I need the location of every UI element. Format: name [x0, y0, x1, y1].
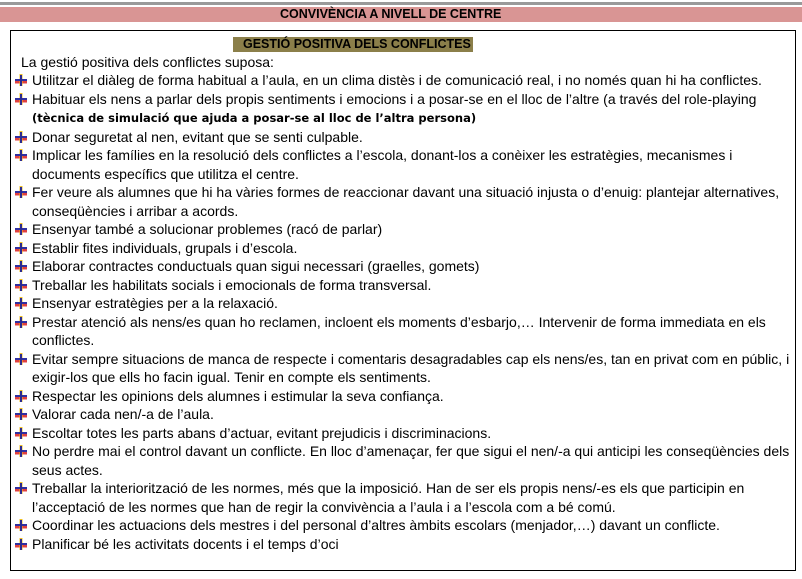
bullet-plus-icon [15, 538, 27, 550]
list-item [15, 146, 800, 183]
list-item-bold-text: (tècnica de simulació que ajuda a posar-se al lloc de l’altra persona) [32, 111, 477, 125]
list-item-text: Implicar les famílies en la resolució dels conflictes a l’escola, donant-los a conèixer les estratègies, mecanismes i documents específics que utilitza el centre. [32, 147, 733, 182]
bullet-plus-icon [15, 353, 27, 365]
list-item-text: Treballar la interiorització de les normes, més que la imposició. Han de ser els propis nens/-es els que participin en l’acceptació de les normes que han de regir la convivència a l’aula i a l’escola com a bé comú. [32, 480, 745, 515]
bullet-plus-icon [15, 74, 27, 86]
list-item [15, 71, 800, 90]
list-item [15, 90, 800, 128]
list-item-text: Ensenyar estratègies per a la relaxació. [32, 295, 278, 311]
bullet-plus-icon [15, 149, 27, 161]
bullet-plus-icon [15, 519, 27, 531]
bullet-plus-icon [15, 427, 27, 439]
list-item [15, 516, 800, 535]
bullet-plus-icon [15, 408, 27, 420]
list-item [15, 128, 800, 147]
list-item [15, 276, 800, 295]
section-header-bar [0, 7, 802, 22]
list-item [15, 350, 800, 387]
bullet-list [15, 71, 800, 553]
list-item-text: Treballar les habilitats socials i emocionals de forma transversal. [32, 276, 432, 293]
bullet-plus-icon [15, 279, 27, 291]
list-item-text: No perdre mai el control davant un conflicte. En lloc d’amenaçar, fer que sigui el nen/-a qui anticipi les conseqüències dels seus actes. [32, 443, 790, 478]
list-item [15, 257, 800, 276]
list-item-text: Coordinar les actuacions dels mestres i del personal d’altres àmbits escolars (menjador,…) davant un conflicte. [32, 517, 720, 533]
bullet-plus-icon [15, 445, 27, 457]
list-item [15, 479, 800, 516]
list-item-text: Habituar els nens a parlar dels propis sentiments i emocions i a posar-se en el lloc de l’altre (a través del role-playing [32, 90, 757, 107]
section-title: GESTIÓ POSITIVA DELS CONFLICTES [233, 37, 473, 52]
bullet-plus-icon [15, 260, 27, 272]
bullet-plus-icon [15, 242, 27, 254]
list-item-text: Fer veure als alumnes que hi ha vàries formes de reaccionar davant una situació injusta o d’enuig: plantejar alternatives, conseqüències i arribar a acords. [32, 184, 780, 219]
list-item-text: Respectar les opinions dels alumnes i estimular la seva confiança. [32, 387, 444, 404]
list-item [15, 442, 800, 479]
list-item-text: Utilitzar el diàleg de forma habitual a l’aula, en un clima distès i de comunicació real, i no només quan hi ha conflictes. [32, 72, 762, 88]
bullet-plus-icon [15, 223, 27, 235]
list-item-text: Ensenyar també a solucionar problemes (racó de parlar) [32, 221, 383, 237]
bullet-plus-icon [15, 131, 27, 143]
list-item-text: Establir fites individuals, grupals i d’escola. [32, 239, 298, 256]
list-item-text: Valorar cada nen/-a de l’aula. [32, 406, 214, 422]
list-item [15, 220, 800, 239]
bullet-plus-icon [15, 316, 27, 328]
bullet-plus-icon [15, 390, 27, 402]
list-item-text: Elaborar contractes conductuals quan sigui necessari (graelles, gomets) [32, 258, 480, 274]
content-box [10, 30, 796, 571]
bullet-plus-icon [15, 186, 27, 198]
header-title: CONVIVÈNCIA A NIVELL DE CENTRE [280, 7, 502, 21]
list-item-text: Evitar sempre situacions de manca de respecte i comentaris desagradables cap els nens/es, tan en privat com en públic, i exigir-los que ells ho facin igual. Tenir en compte els sentiments. [32, 350, 790, 385]
list-item [15, 535, 800, 554]
list-item [15, 424, 800, 443]
bullet-plus-icon [15, 93, 27, 105]
list-item [15, 387, 800, 406]
list-item [15, 294, 800, 313]
list-item [15, 313, 800, 350]
list-item [15, 183, 800, 220]
list-item [15, 239, 800, 258]
list-item-text: Prestar atenció als nens/es quan ho reclamen, incloent els moments d’esbarjo,… Intervenir de forma immediata en els conflictes. [32, 313, 766, 348]
top-rule [0, 2, 802, 5]
bullet-plus-icon [15, 482, 27, 494]
bullet-plus-icon [15, 297, 27, 309]
list-item-text: Planificar bé les activitats docents i el temps d’oci [32, 535, 339, 552]
intro-text: La gestió positiva dels conflictes suposa: [21, 54, 274, 70]
list-item [15, 405, 800, 424]
list-item-text: Escoltar totes les parts abans d’actuar, evitant prejudicis i discriminacions. [32, 424, 492, 441]
list-item-text: Donar seguretat al nen, evitant que se senti culpable. [32, 128, 363, 145]
